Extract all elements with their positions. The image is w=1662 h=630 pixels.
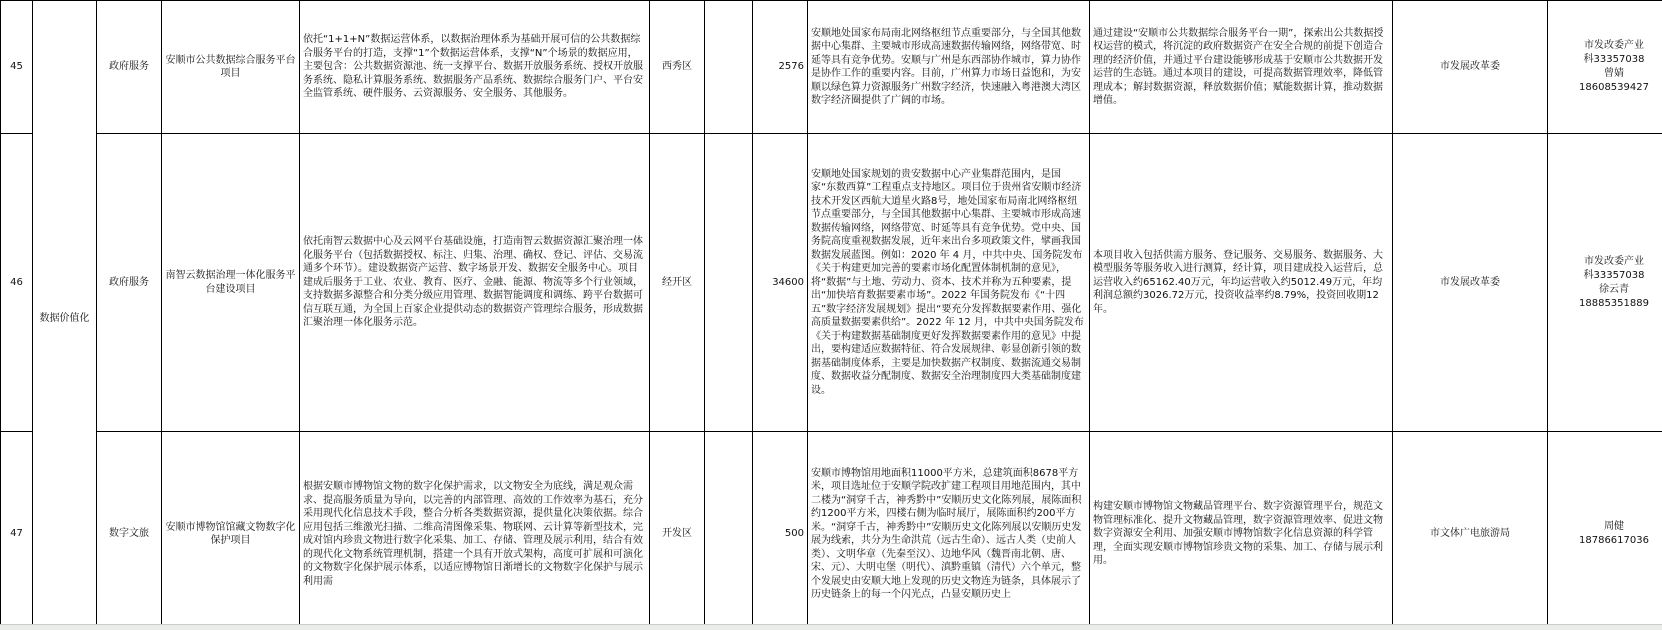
contact-line: 科33357038 [1583, 269, 1645, 281]
row-number[interactable]: 45 [1, 1, 33, 134]
table-row [1, 432, 1662, 630]
contact-line: 周健 [1604, 521, 1624, 532]
table-row [1, 1, 1662, 134]
basis-cell[interactable]: 安顺地处国家布局南北网络枢纽节点重要部分，与全国其他数据中心集群、主要城市形成高速数据传输网络，网络带宽、时延等具有竞争优势。安顺与广州是东西部协作城市，算力协作是协作工作的重要内容。目前，广州算力市场日益饱和，为安顺以绿色算力资源服务广州数字经济，快速融入粤港澳大湾区数字经济圈提供了广阔的市场。 [808, 1, 1090, 134]
location-cell[interactable]: 经开区 [650, 134, 705, 432]
horizontal-scrollbar[interactable] [0, 624, 1662, 630]
contact-line: 市发改委产业 [1584, 255, 1644, 267]
table-row [1, 134, 1662, 432]
merged-category-cell[interactable]: 数据价值化 [33, 1, 97, 630]
empty-cell[interactable] [705, 134, 753, 432]
benefit-cell[interactable]: 本项目收入包括供需方服务、登记服务、交易服务、数据服务、大模型服务等服务收入进行测算，经计算，项目建成投入运营后，总运营收入约65162.40万元，年均运营收入约5012.49万元，年均利润总额约3026.72万元，投资收益率约8.79%，投资回收期12年。 [1090, 134, 1393, 432]
contact-line: 市发改委产业 [1584, 40, 1644, 51]
contact-line: 徐云青 [1599, 283, 1629, 295]
row-number[interactable]: 46 [1, 134, 33, 432]
department-cell[interactable]: 市发展改革委 [1393, 134, 1548, 432]
contact-line: 曾婧 [1604, 68, 1624, 79]
contact-cell[interactable] [1548, 1, 1662, 134]
contact-cell[interactable] [1548, 432, 1662, 630]
project-name-cell[interactable]: 安顺市博物馆馆藏文物数字化保护项目 [162, 432, 300, 630]
basis-cell[interactable]: 安顺地处国家规划的贵安数据中心产业集群范围内，是国家“东数西算”工程重点支持地区。项目位于贵州省安顺市经济技术开发区西航大道星火路8号，地处国家布局南北网络枢纽节点重要部分，与全国其他数据中心集群、主要城市形成高速数据传输网络，网络带宽、时延等具有竞争优势。党中央、国务院高度重视数据发展，近年来出台多项政策文件，擘画我国数据发展蓝图。例如：2020 年 4 月，中共中央、国务院发布《关于构建更加完善的要素市场化配置体制机制的意见》，将“数据”与土地、劳动力、资本、技术并称为五种要素，提出“加快培育数据要素市场”。2022 年国务院发布《“十四五”数字经济发展规划》提出“要充分发挥数据要素作用、强化高质量数据要素供给”。2022 年 12 月，中共中央国务院发布《关于构建数据基础制度更好发挥数据要素作用的意见》中提出，要构建适应数据特征、符合发展规律、彰显创新引领的数据基础制度体系，主要是加快数据产权制度、数据流通交易制度、数据收益分配制度、数据安全治理制度四大类基础制度建设。 [808, 134, 1090, 432]
empty-cell[interactable] [705, 1, 753, 134]
location-cell[interactable]: 开发区 [650, 432, 705, 630]
contact-line: 18885351889 [1579, 297, 1649, 309]
category-cell[interactable]: 政府服务 [97, 1, 162, 134]
project-name-cell[interactable]: 南智云数据治理一体化服务平台建设项目 [162, 134, 300, 432]
benefit-cell[interactable]: 构建安顺市博物馆文物藏品管理平台、数字资源管理平台，规范文物管理标准化、提升文物藏品管理，数字资源管理效率、促进文物数字资源安全利用、加强安顺市博物馆数字化信息资源的科学管理，全面实现安顺市博物馆珍贵文物的采集、加工、存储与展示利用。 [1090, 432, 1393, 630]
contact-cell[interactable] [1548, 134, 1662, 432]
investment-cell[interactable]: 500 [753, 432, 808, 630]
category-cell[interactable]: 政府服务 [97, 134, 162, 432]
department-cell[interactable]: 市文体广电旅游局 [1393, 432, 1548, 630]
content-cell[interactable]: 依托“1+1+N”数据运营体系，以数据治理体系为基础开展可信的公共数据综合服务平台的打造，支撑“1”个数据运营体系，支撑“N”个场景的数据应用，主要包含：公共数据资源池、统一支撑平台、数据开放服务系统、授权开放服务系统、隐私计算服务系统、数据服务产品系统、数据综合服务门户、平台安全监管系统、硬件服务、云资源服务、安全服务、其他服务。 [300, 1, 650, 134]
investment-cell[interactable]: 34600 [753, 134, 808, 432]
department-cell[interactable]: 市发展改革委 [1393, 1, 1548, 134]
project-name-cell[interactable]: 安顺市公共数据综合服务平台项目 [162, 1, 300, 134]
contact-line: 18786617036 [1579, 535, 1649, 546]
row-number[interactable]: 47 [1, 432, 33, 630]
empty-cell[interactable] [705, 432, 753, 630]
category-cell[interactable]: 数字文旅 [97, 432, 162, 630]
content-cell[interactable]: 根据安顺市博物馆文物的数字化保护需求，以文物安全为底线，满足观众需求、提高服务质量为导向，以完善的内部管理、高效的工作效率为基石，充分采用现代化信息技术手段，整合分析各类数据资源，提供量化决策依据。综合应用包括三维激光扫描、二维高清图像采集、物联网、云计算等新型技术，完成对馆内珍贵文物进行数字化采集、加工、存储、管理及展示利用，结合有效的现代化文物系统管理机制，搭建一个具有开放式架构，高度可扩展和可演化的文物数字化保护展示体系，以适应博物馆日渐增长的文物数字化保护与展示利用需 [300, 432, 650, 630]
basis-cell[interactable]: 安顺市博物馆用地面积11000平方米，总建筑面积8678平方米，项目选址位于安顺学院改扩建工程项目用地范围内，其中二楼为“洞穿千古，神秀黔中”安顺历史文化陈列展，展陈面积约1200平方米，四楼右侧为临时展厅，展陈面积约200平方米。“洞穿千古，神秀黔中”安顺历史文化陈列展以安顺历史发展为线索，共分为生命洪荒（远古生命）、远古人类（史前人类）、文明华章（先秦至汉）、边地华风（魏晋南北朝、唐、宋、元）、大明屯堡（明代）、滇黔重镇（清代）六个单元，整个发展史由安顺大地上发现的历史文物连为链条，具体展示了历史链条上的每一个闪光点，凸显安顺历史上 [808, 432, 1090, 630]
benefit-cell[interactable]: 通过建设“安顺市公共数据综合服务平台一期”，探索出公共数据授权运营的模式，将沉淀的政府数据资产在安全合规的前提下创造合理的经济价值，并通过平台建设能够形成基于安顺市公共数据开发运营的生态链。通过本项目的建设，可提高数据管理效率，降低管理成本；解封数据资源，释放数据价值；赋能数据计算，推动数据增值。 [1090, 1, 1393, 134]
contact-line: 科33357038 [1583, 54, 1645, 65]
contact-line: 18608539427 [1579, 82, 1649, 93]
content-cell[interactable]: 依托南智云数据中心及云网平台基础设施，打造南智云数据资源汇聚治理一体化服务平台（包括数据授权、标注、归集、治理、确权、登记、评估、交易流通多个环节）。建设数据资产运营、数字场景开发、数据安全服务中心。项目建成后服务于工业、农业、教育、医疗、金融、能源、物流等多个行业领域，支持数据多源整合和分类分级应用管理、数据智能调度和调练、跨平台数据可信互联互通，为全国上百家企业提供动态的数据资产管理综合服务，形成数据汇聚治理一体化服务示范。 [300, 134, 650, 432]
investment-cell[interactable]: 2576 [753, 1, 808, 134]
location-cell[interactable]: 西秀区 [650, 1, 705, 134]
